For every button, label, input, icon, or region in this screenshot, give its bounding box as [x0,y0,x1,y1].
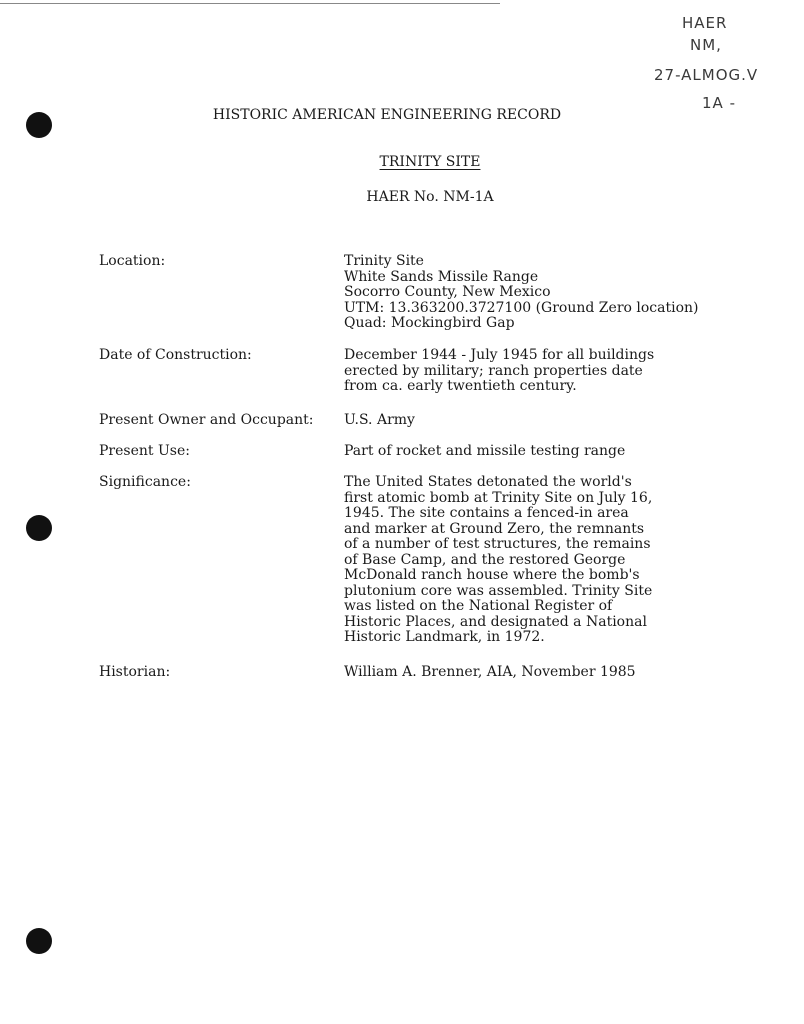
present-owner-line: U.S. Army [344,412,415,428]
location-line: Socorro County, New Mexico [344,284,551,300]
significance-line: was listed on the National Register of [344,598,613,614]
present-use-value [344,444,744,460]
historian-label: Historian: [99,664,171,680]
present-owner-value [344,413,744,429]
present-owner-label: Present Owner and Occupant: [99,412,314,428]
significance-line: Historic Landmark, in 1972. [344,629,545,645]
significance-value [344,475,744,646]
handwritten-line-3: 27-ALMOG.V [654,66,759,84]
date-of-construction-label: Date of Construction: [99,347,252,363]
significance-label: Significance: [99,474,191,490]
historian-line: William A. Brenner, AIA, November 1985 [344,664,636,680]
significance-line: of a number of test structures, the remains [344,536,651,552]
punch-hole-middle [26,515,52,541]
date-line: December 1944 - July 1945 for all buildings [344,347,655,363]
present-use-line: Part of rocket and missile testing range [344,443,626,459]
site-title: TRINITY SITE [379,154,481,170]
handwritten-line-4: 1A - [702,94,736,112]
location-label: Location: [99,253,166,269]
location-line: White Sands Missile Range [344,268,539,285]
significance-line: of Base Camp, and the restored George [344,551,626,568]
present-use-label: Present Use: [99,443,190,459]
date-line: erected by military; ranch properties date [344,362,643,379]
historian-value [344,665,744,681]
location-value [344,254,744,332]
haer-number: HAER No. NM-1A [366,189,494,205]
significance-line: McDonald ranch house where the bomb's [344,567,640,583]
location-line: Quad: Mockingbird Gap [344,315,515,331]
significance-line: The United States detonated the world's [344,474,632,490]
significance-line: 1945. The site contains a fenced-in area [344,505,629,521]
top-rule [0,3,500,4]
significance-line: plutonium core was assembled. Trinity Site [344,582,653,599]
significance-line: and marker at Ground Zero, the remnants [344,520,645,537]
handwritten-line-2: NM, [690,36,722,54]
punch-hole-bottom [26,928,52,954]
location-line: UTM: 13.363200.3727100 (Ground Zero location) [344,299,699,316]
significance-line: first atomic bomb at Trinity Site on July 16, [344,489,653,506]
handwritten-line-1: HAER [682,14,728,32]
location-line: Trinity Site [344,253,424,269]
date-of-construction-value [344,348,744,395]
date-line: from ca. early twentieth century. [344,378,577,394]
significance-line: Historic Places, and designated a National [344,613,647,630]
agency-heading: HISTORIC AMERICAN ENGINEERING RECORD [212,107,562,123]
